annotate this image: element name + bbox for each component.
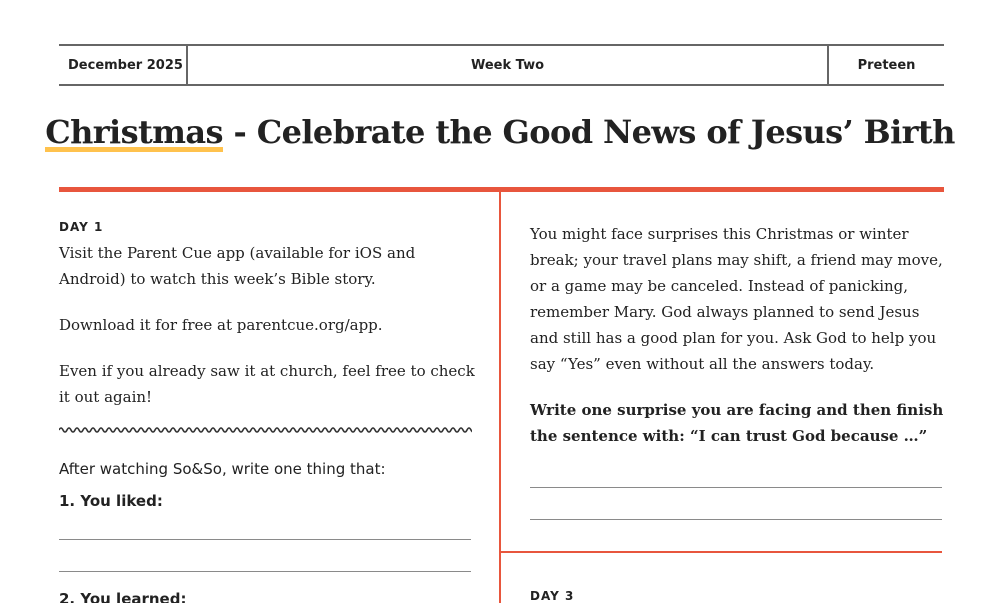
day1-paragraph-2: Download it for free at parentcue.org/app. bbox=[59, 316, 383, 334]
header-bar bbox=[59, 44, 944, 86]
title-divider bbox=[59, 187, 944, 192]
page-title bbox=[0, 113, 1000, 151]
column-divider bbox=[499, 192, 501, 603]
title-highlight: Christmas bbox=[45, 113, 223, 151]
answer-line-liked-2[interactable] bbox=[59, 571, 471, 572]
answer-line-surprise-1[interactable] bbox=[530, 487, 942, 488]
day1-item-learned: 2. You learned: bbox=[59, 590, 187, 603]
day3-label: DAY 3 bbox=[530, 589, 575, 603]
day1-paragraph-3: Even if you already saw it at church, feel free to check it out again! bbox=[59, 362, 475, 406]
section-divider bbox=[501, 551, 942, 553]
title-rest: - Celebrate the Good News of Jesus’ Birth bbox=[222, 113, 955, 151]
wavy-divider bbox=[59, 423, 472, 437]
header-group: Preteen bbox=[857, 57, 916, 73]
header-week: Week Two bbox=[188, 46, 829, 84]
header-date: December 2025 bbox=[59, 46, 188, 84]
day1-paragraph-1: Visit the Parent Cue app (available for iOS and Android) to watch this week’s Bible story. bbox=[59, 244, 416, 288]
day1-prompt: After watching So&So, write one thing that: bbox=[59, 460, 386, 478]
day2-prompt: Write one surprise you are facing and then finish the sentence with: “I can trust God because …” bbox=[530, 401, 944, 445]
answer-line-surprise-2[interactable] bbox=[530, 519, 942, 520]
day1-label: DAY 1 bbox=[59, 220, 104, 234]
answer-line-liked-1[interactable] bbox=[59, 539, 471, 540]
day1-item-liked: 1. You liked: bbox=[59, 492, 163, 510]
day2-body: You might face surprises this Christmas or winter break; your travel plans may shift, a friend may move, or a game may be canceled. Instead of panicking, remember Mary. God always planned to send Jesus and still has a good plan for you. Ask God to help you say “Yes” even without all the answers today. bbox=[530, 225, 943, 373]
